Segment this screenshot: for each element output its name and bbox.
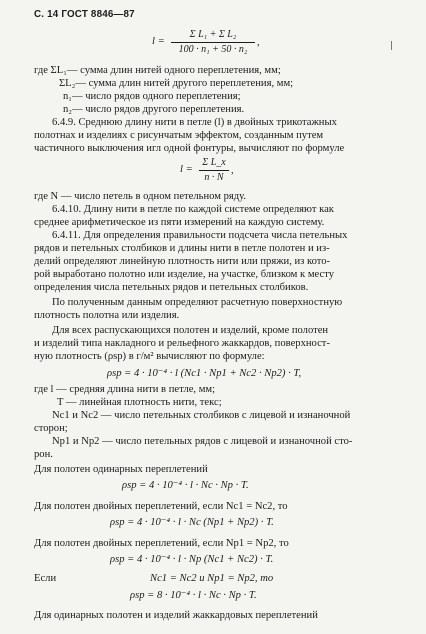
p6411-line: 6.4.11. Для определения правильности подсчета числа петельных xyxy=(52,230,348,241)
formula2-tail: , xyxy=(231,165,234,176)
p649-line: частичного выключения игл одной фонтуры, вычисляют по формуле xyxy=(34,143,345,154)
if-word: Если xyxy=(34,573,57,584)
single-text: Для полотен одинарных переплетений xyxy=(34,464,208,475)
if-formula: ρsp = 8 · 10⁻⁴ · l · Nc · Np · T. xyxy=(130,590,257,601)
formula1-fraction xyxy=(171,29,255,56)
all-line: ную плотность (ρsp) в г/м² вычисляют по формуле: xyxy=(34,351,265,362)
margin-mark xyxy=(391,41,392,50)
p6410-line: 6.4.10. Длину нити в петле по каждой системе определяют как xyxy=(52,204,334,215)
def3-line: Nc1 и Nc2 — число петельных столбиков с лицевой и изнаночной xyxy=(52,410,351,421)
double1-text: Для полотен двойных переплетений, если Nc1 = Nc2, то xyxy=(34,501,288,512)
formula1-lhs: l = xyxy=(152,36,165,47)
formula2-denominator: n · N xyxy=(204,172,224,183)
page-header: С. 14 ГОСТ 8846—87 xyxy=(34,9,135,20)
double2-formula: ρsp = 4 · 10⁻⁴ · l · Np (Nc1 + Nc2) · T. xyxy=(110,554,274,565)
formula2-lhs: l = xyxy=(180,164,193,175)
p6411-line: определения числа петельных рядов и петельных столбиков. xyxy=(34,282,309,293)
formula3: ρsp = 4 · 10⁻⁴ · l (Nc1 · Np1 + Nc2 · Np2) · T, xyxy=(107,368,302,379)
def3-line: рон. xyxy=(34,449,53,460)
formula2-numerator: Σ L_x xyxy=(199,157,229,171)
double1-formula: ρsp = 4 · 10⁻⁴ · l · Nc (Np1 + Np2) · T. xyxy=(110,517,274,528)
p6411-line: делий определяют линейную плотность нити или пряжи, из кото- xyxy=(34,256,331,267)
formula1-tail: , xyxy=(257,37,260,48)
all-line: и изделий типа накладного и рельефного жаккардов, поверхност- xyxy=(34,338,330,349)
calc-line: По полученным данным определяют расчетную поверхностную xyxy=(52,297,343,308)
all-line: Для всех распускающихся полотен и изделий, кроме полотен xyxy=(52,325,329,336)
formula1-denominator: 100 · n₁ + 50 · n₂ xyxy=(178,44,248,55)
def3-line: Np1 и Np2 — число петельных рядов с лицевой и изнаночной сто- xyxy=(52,436,353,447)
def1-line: ΣL₂— сумма длин нитей другого переплетения, мм; xyxy=(59,78,294,89)
calc-line: плотность полотна или изделия. xyxy=(34,310,180,321)
last-line: Для одинарных полотен и изделий жаккардовых переплетений xyxy=(34,610,318,621)
p6411-line: рой выработано полотно или изделие, на участке, близком к месту xyxy=(34,269,334,280)
if-condition: Nc1 = Nc2 и Np1 = Np2, то xyxy=(150,573,274,584)
p6410-line: среднее арифметическое из пяти измерений на каждую систему. xyxy=(34,217,325,228)
single-formula: ρsp = 4 · 10⁻⁴ · l · Nc · Np · T. xyxy=(122,480,249,491)
def3-line: сторон; xyxy=(34,423,68,434)
p649-line: 6.4.9. Среднюю длину нити в петле (l) в двойных трикотажных xyxy=(52,117,337,128)
p6411-line: рядов и петельных столбиков и длины нити в петле полотен и из- xyxy=(34,243,330,254)
double2-text: Для полотен двойных переплетений, если Np1 = Np2, то xyxy=(34,538,289,549)
formula1-numerator: Σ L₁ + Σ L₂ xyxy=(171,29,255,43)
def2-line: где N — число петель в одном петельном ряду. xyxy=(34,191,247,202)
formula2-fraction xyxy=(199,157,229,184)
p649-line: полотнах и изделиях с рисунчатым эффектом, созданным путем xyxy=(34,130,324,141)
def1-line: n₂— число рядов другого переплетения. xyxy=(63,104,245,115)
def1-line: где ΣL₁— сумма длин нитей одного переплетения, мм; xyxy=(34,65,281,76)
def3-line: где l — средняя длина нити в петле, мм; xyxy=(34,384,216,395)
def3-line: T — линейная плотность нити, текс; xyxy=(57,397,222,408)
def1-line: n₁— число рядов одного переплетения; xyxy=(63,91,241,102)
